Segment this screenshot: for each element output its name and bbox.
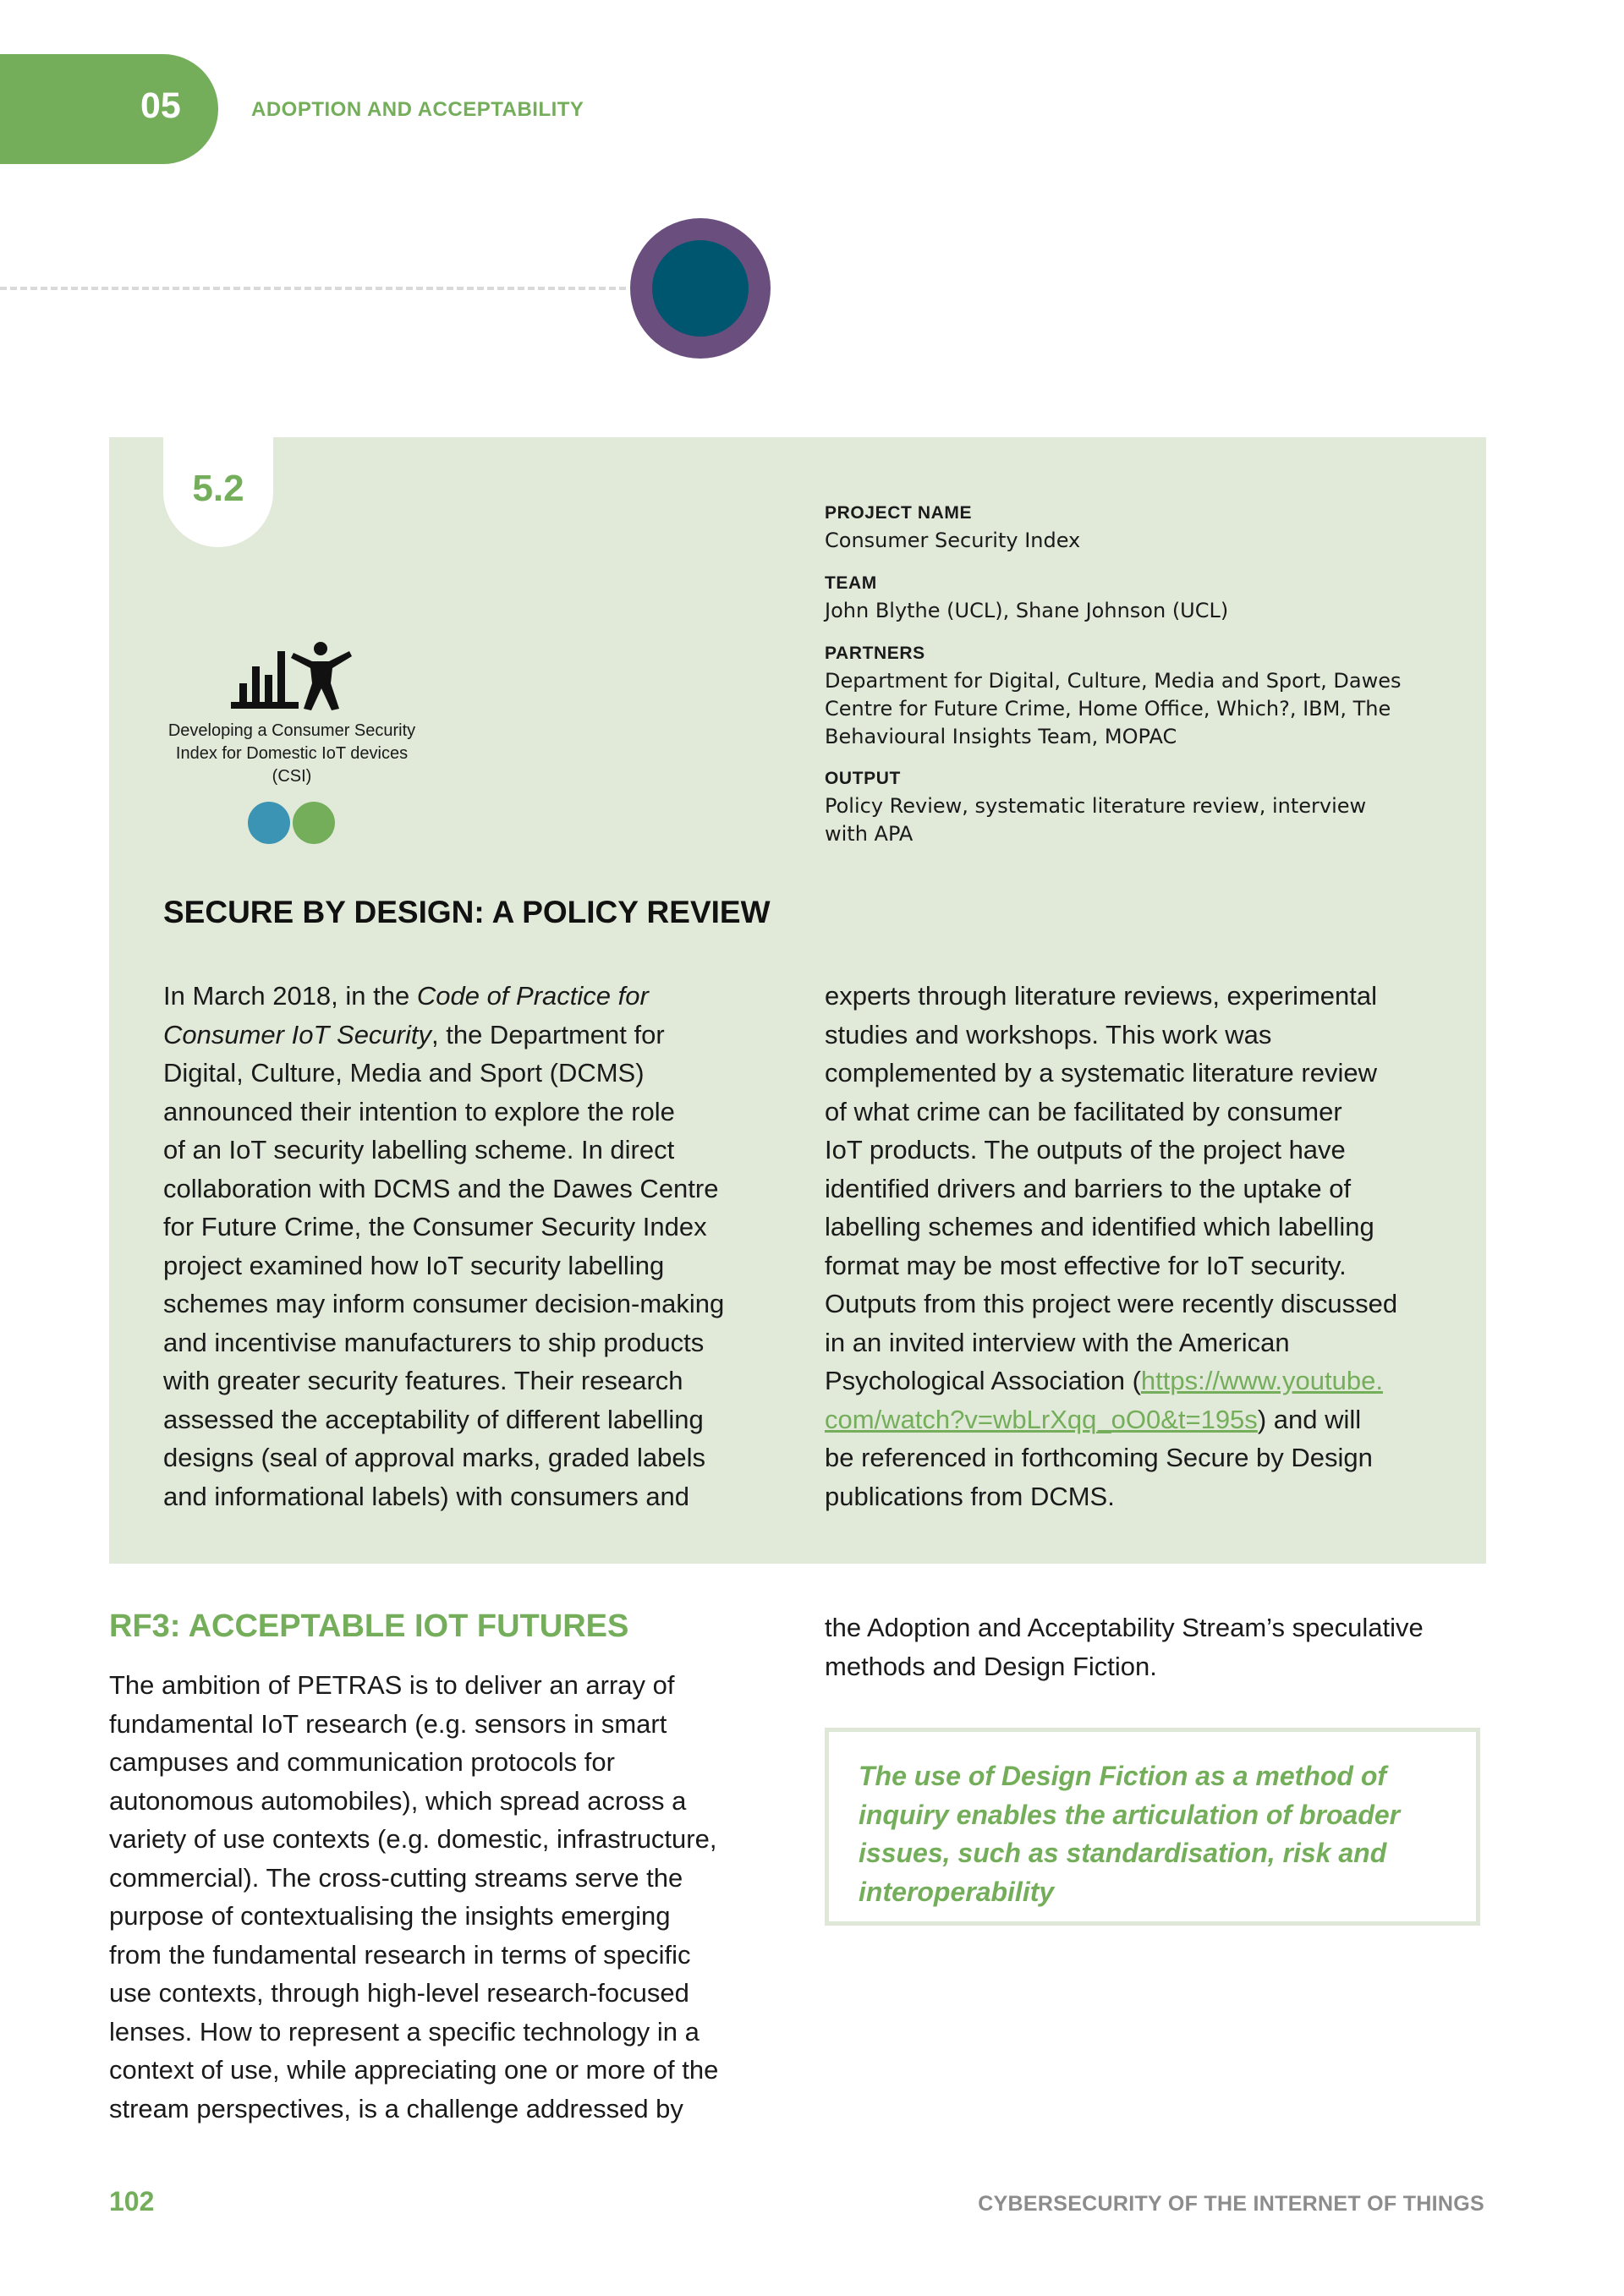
section-number: 5.2 [192, 468, 244, 509]
rf3-heading: RF3: ACCEPTABLE IOT FUTURES [109, 1608, 629, 1644]
rf3-body-left: The ambition of PETRAS is to deliver an array of fundamental IoT research (e.g. sensors in smart campuses and communication protocols for autonomous automobiles), which spread across a variety of use contexts (e.g. domestic, infrastructure, commercial). The cross-cutting streams serve the purpose of contextualising the insights emerging from the fundamental research in terms of specific use contexts, through high-level research-focused lenses. How to represent a specific technology in a context of use, while appreciating one or more of the stream perspectives, is a challenge addressed by [109, 1670, 719, 2123]
chapter-number: 05 [140, 85, 181, 126]
chapter-tab [0, 54, 218, 164]
panel-title: SECURE BY DESIGN: A POLICY REVIEW [163, 895, 771, 929]
panel-body-left: In March 2018, in the Code of Practice for Consumer IoT Security, the Department for Digital, Culture, Media and Sport (DCMS) announced their intention to explore the role of an IoT security labelling scheme. In direct collaboration with DCMS and the Dawes Centre for Future Crime, the Consumer Security Index project examined how IoT security labelling schemes may inform consumer decision-making and incentivise manufacturers to ship products with greater security features. Their research assessed the acceptability of different labelling designs (seal of approval marks, graded labels and informational labels) with consumers and [163, 981, 725, 1511]
stream-dot-green [293, 802, 335, 844]
pull-quote-text: The use of Design Fiction as a method of inquiry enables the articulation of broader issues, such as standardisation, risk and interoperability [859, 1761, 1401, 1907]
panel-body-right: experts through literature reviews, experimental studies and workshops. This work was complemented by a systematic literature review of what crime can be facilitated by consumer IoT products. The outputs of the project have identified drivers and barriers to the uptake of labelling schemes and identified which labelling format may be most effective for IoT security. Outputs from this project were recently discussed in an invited interview with the American Psychological Association (https://www.youtube. com/watch?v=wbLrXqq_oO0&t=195s) and will be referenced in forthcoming Secure by Design publications from DCMS. [825, 981, 1398, 1511]
bar-chart-person-icon [231, 641, 354, 710]
meta-partners: PARTNERS Department for Digital, Culture, Media and Sport, Dawes Centre for Future Crime, Home Office, Which?, IBM, The Behavioural Insights Team, MOPAC [825, 644, 1402, 748]
meta-project-name: PROJECT NAME Consumer Security Index [825, 503, 1081, 552]
meta-team: TEAM John Blythe (UCL), Shane Johnson (UCL) [825, 573, 1229, 622]
running-title: CYBERSECURITY OF THE INTERNET OF THINGS [978, 2192, 1484, 2216]
meta-output: OUTPUT Policy Review, systematic literature review, interview with APA [825, 769, 1367, 846]
youtube-link-continued[interactable]: com/watch?v=wbLrXqq_oO0&t=195s [825, 1404, 1258, 1434]
page-number: 102 [109, 2186, 155, 2217]
project-caption: Developing a Consumer Security Index for Domestic IoT devices (CSI) [167, 721, 416, 786]
stream-dot-blue [248, 802, 290, 844]
youtube-link[interactable]: https://www.youtube. [1140, 1366, 1383, 1395]
section-marker-icon [630, 218, 771, 359]
dashed-divider [0, 287, 626, 290]
rf3-body-right: the Adoption and Acceptability Stream’s speculative methods and Design Fiction. [825, 1613, 1424, 1681]
chapter-title: ADOPTION AND ACCEPTABILITY [251, 98, 584, 121]
pull-quote [825, 1728, 1480, 1926]
